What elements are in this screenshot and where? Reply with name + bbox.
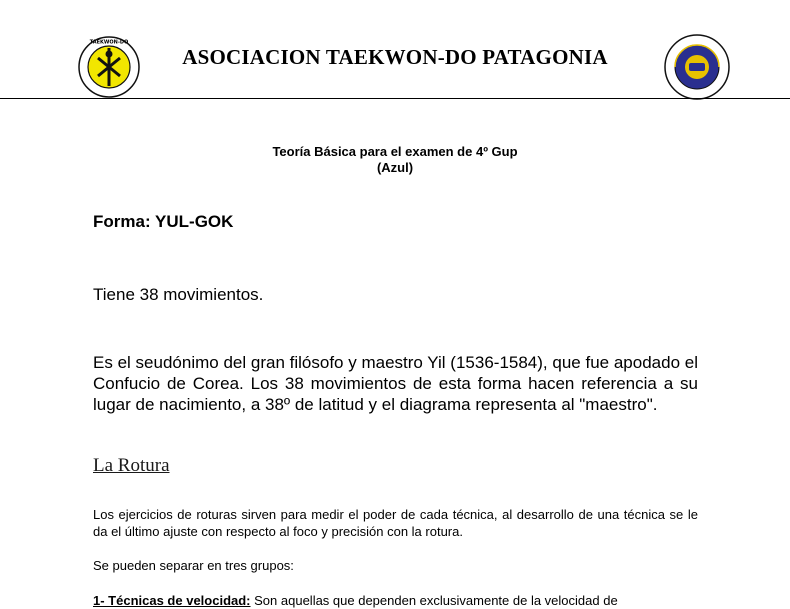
header-divider — [0, 98, 790, 99]
title-line-2: (Azul) — [376, 160, 414, 175]
movements-text: Tiene 38 movimientos. — [93, 285, 264, 304]
forma-heading: Forma: YUL-GOK — [93, 212, 234, 231]
itf-federation-logo-icon — [664, 34, 730, 100]
list-item — [93, 592, 698, 609]
document-title — [0, 144, 790, 176]
organization-title: ASOCIACION TAEKWON-DO PATAGONIA — [182, 45, 608, 69]
association-logo-icon — [78, 36, 140, 98]
svg-text:TAEKWON-DO: TAEKWON-DO — [89, 39, 129, 46]
section-paragraph: Los ejercicios de roturas sirven para medir el poder de cada técnica, al desarrollo de una técnica se le da el último ajuste con respecto al foco y precisión con la rotura. — [93, 507, 698, 539]
title-line-1: Teoría Básica para el examen de 4º Gup — [272, 144, 518, 159]
groups-intro: Se pueden separar en tres grupos: — [93, 558, 294, 573]
list-item-label: 1- Técnicas de velocidad: — [93, 593, 251, 608]
list-item-text: Son aquellas que dependen exclusivamente de la velocidad de — [254, 593, 618, 608]
forma-description: Es el seudónimo del gran filósofo y maestro Yil (1536-1584), que fue apodado el Confucio de Corea. Los 38 movimientos de esta forma hacen referencia a su lugar de nacimiento, a 38º de latitud y el diagrama representa al "maestro". — [93, 353, 698, 414]
page-header — [0, 0, 790, 100]
section-heading: La Rotura — [93, 455, 170, 476]
